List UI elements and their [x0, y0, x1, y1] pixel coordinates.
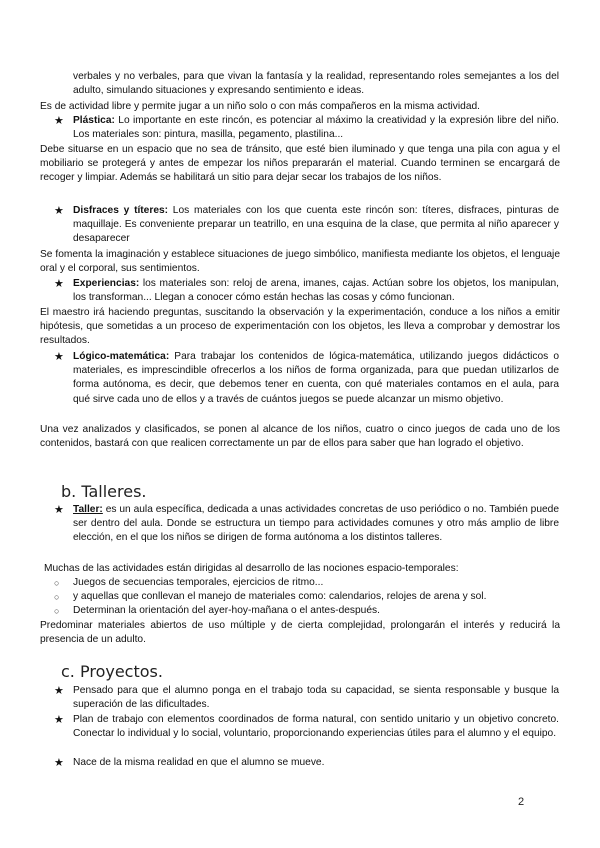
paragraph-predominar: Predominar materiales abiertos de uso múltiple y de cierta complejidad, prolongarán el interés y reducirá la presencia de un adulto.: [40, 620, 560, 646]
bullet-label: Lógico-matemática:: [73, 351, 170, 362]
star-bullet-icon: ★: [54, 205, 64, 217]
bullet-text: Los materiales con los que cuenta este rincón son: títeres, disfraces, pinturas de maquillaje. Es conveniente preparar un teatrillo, en una esquina de la clase, que permita al niño aparecer y desaparecer: [73, 205, 559, 245]
bullet-text: Lo importante en este rincón, es potenciar al máximo la creatividad y la expresión libre del niño. Los materiales son: pintura, masilla, pegamento, plastilina...: [73, 115, 559, 141]
list-item: Determinan la orientación del ayer-hoy-mañana o el antes-después.: [73, 605, 380, 616]
list-item: Nace de la misma realidad en que el alumno se mueve.: [73, 757, 325, 768]
bullet-text: es un aula específica, dedicada a unas actividades concretas de uso periódico o no. También puede ser dentro del aula. Donde se estructura un tiempo para actividades comunes y otro más amplio de libre elección, en el que los niños se dirigen de forma autónoma a los distintos talleres.: [73, 504, 559, 544]
star-bullet-icon: ★: [54, 351, 64, 363]
paragraph-continuation: verbales y no verbales, para que vivan la fantasía y la realidad, representando roles semejantes a los del adulto, simulando situaciones y expresando sentimiento e ideas.: [73, 71, 559, 97]
star-bullet-icon: ★: [54, 757, 64, 769]
section-heading-proyectos: c. Proyectos.: [61, 662, 163, 681]
circle-bullet-icon: ○: [54, 606, 60, 616]
bullet-logico-matematica: [73, 350, 559, 407]
paragraph-situarse: [40, 143, 560, 186]
bullet-label: Plástica:: [73, 115, 115, 126]
paragraph-actividad-libre: Es de actividad libre y permite jugar a un niño solo o con más compañeros en la misma actividad.: [40, 101, 480, 112]
page-number: 2: [518, 796, 525, 808]
star-bullet-icon: ★: [54, 504, 64, 516]
bullet-plastica: [73, 114, 559, 142]
bullet-text: Para trabajar los contenidos de lógica-matemática, utilizando juegos didácticos o materiales, es imprescindible ofrecerlos a los niños de forma organizada, para que puedan utilizarlos de forma autónoma, es decir, que debemos tener en cuenta, con qué materiales contamos en el aula, para qué sirve cada uno de ellos y a través de cuántos juegos se puede alcanzar un mismo objetivo.: [73, 351, 559, 405]
section-heading-talleres: b. Talleres.: [61, 482, 147, 501]
circle-bullet-icon: ○: [54, 592, 60, 602]
paragraph-maestro: El maestro irá haciendo preguntas, suscitando la observación y la experimentación, conduce a los niños a emitir hipótesis, que sometidas a un proceso de experimentación con los objetos, les lleva a comprobar y demostrar los resultados.: [40, 307, 560, 347]
bullet-taller: [73, 503, 559, 546]
list-item: Plan de trabajo con elementos coordinados de forma natural, con sentido unitario y un objetivo concreto. Conectar lo individual y lo social, voluntario, proporcionando experiencias útiles para el alumno y el equipo.: [73, 714, 559, 740]
paragraph-una-vez: Una vez analizados y clasificados, se ponen al alcance de los niños, cuatro o cinco juegos de cada uno de los contenidos, bastará con que realicen correctamente un par de ellos para saber que han logrado el objetivo.: [40, 424, 560, 450]
star-bullet-icon: ★: [54, 685, 64, 697]
list-item: Pensado para que el alumno ponga en el trabajo toda su capacidad, se sienta responsable y busque la superación de las dificultades.: [73, 685, 559, 711]
bullet-label: Taller:: [73, 504, 103, 515]
bullet-label: Disfraces y títeres:: [73, 205, 169, 216]
paragraph-imaginacion: Se fomenta la imaginación y establece situaciones de juego simbólico, manifiesta mediante los objetos, el lenguaje oral y el corporal, sus sentimientos.: [40, 249, 560, 275]
circle-bullet-icon: ○: [54, 578, 60, 588]
paragraph-text: Debe situarse en un espacio que no sea de tránsito, que esté bien iluminado y que tenga una pila con agua y el mobiliario se protegerá y antes de empezar los niños prepararán el material. Cuando terminen se encargará de recoger y limpiar. Además se habilitará un sitio para dejar secar los trabajos de los niños.: [40, 144, 560, 184]
star-bullet-icon: ★: [54, 714, 64, 726]
paragraph-actividades: Muchas de las actividades están dirigidas al desarrollo de las nociones espacio-temporales:: [44, 563, 459, 574]
bullet-text: los materiales son: reloj de arena, imanes, cajas. Actúan sobre los objetos, los manipulan, los transforman... Llegan a conocer cómo están hechas las cosas y cómo funcionan.: [73, 278, 559, 304]
bullet-experiencias: [73, 277, 559, 305]
list-item: Juegos de secuencias temporales, ejercicios de ritmo...: [73, 577, 324, 588]
bullet-label: Experiencias:: [73, 278, 140, 289]
bullet-disfraces: [73, 204, 559, 247]
star-bullet-icon: ★: [54, 278, 64, 290]
star-bullet-icon: ★: [54, 115, 64, 127]
list-item: y aquellas que conllevan el manejo de materiales como: calendarios, relojes de arena y sol.: [73, 591, 487, 602]
